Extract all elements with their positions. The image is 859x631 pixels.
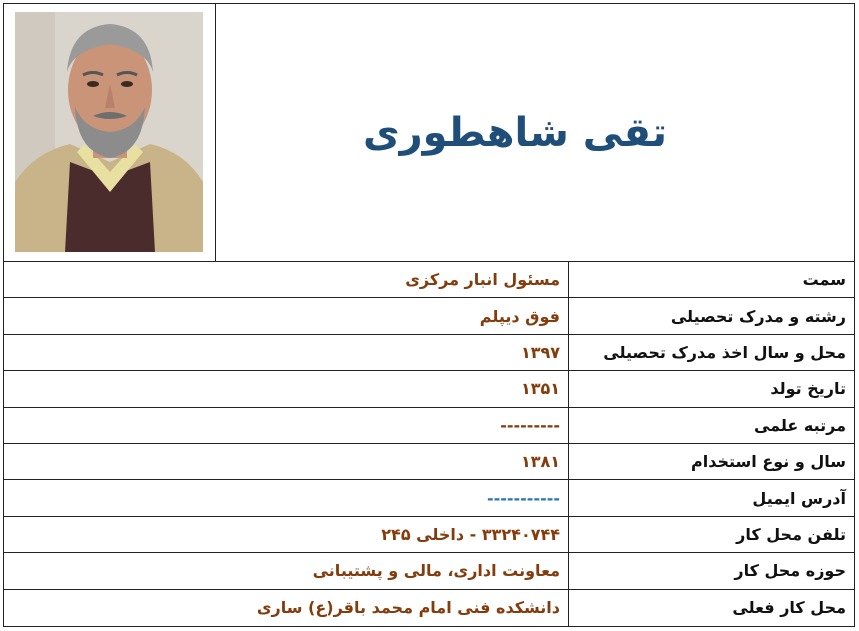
table-row [4, 262, 854, 298]
table-row [4, 480, 854, 516]
info-table [4, 262, 854, 626]
table-row [4, 444, 854, 480]
person-name: تقی شاهطوری [362, 109, 668, 156]
row-value: معاونت اداری، مالی و پشتیبانی [312, 561, 560, 581]
row-label: مرتبه علمی [568, 408, 854, 443]
row-label: تاریخ تولد [568, 371, 854, 406]
name-cell [216, 4, 854, 261]
row-value: --------- [500, 415, 560, 435]
profile-header [4, 4, 854, 262]
email-value: ----------- [486, 488, 560, 508]
row-label: آدرس ایمیل [568, 480, 854, 515]
row-label: حوزه محل کار [568, 553, 854, 588]
table-row [4, 298, 854, 334]
row-label: تلفن محل کار [568, 517, 854, 552]
row-value: مسئول انبار مرکزی [405, 270, 560, 290]
table-row [4, 371, 854, 407]
table-row [4, 408, 854, 444]
row-value: ۱۳۹۷ [520, 342, 560, 362]
row-label: محل و سال اخذ مدرک تحصیلی [568, 335, 854, 370]
row-value: ۱۳۸۱ [520, 452, 560, 472]
table-row [4, 590, 854, 626]
row-label: محل کار فعلی [568, 590, 854, 626]
row-label: سمت [568, 262, 854, 297]
row-label: سال و نوع استخدام [568, 444, 854, 479]
profile-card [3, 3, 855, 627]
photo-cell [4, 4, 216, 261]
profile-photo [15, 12, 203, 252]
table-row [4, 335, 854, 371]
row-value: ۱۳۵۱ [520, 379, 560, 399]
row-value: فوق دیپلم [479, 306, 560, 326]
row-value: ۳۳۲۴۰۷۴۴ - داخلی ۲۴۵ [381, 524, 560, 544]
table-row [4, 517, 854, 553]
table-row [4, 553, 854, 589]
row-value: دانشکده فنی امام محمد باقر(ع) ساری [256, 598, 560, 618]
row-label: رشته و مدرک تحصیلی [568, 298, 854, 333]
